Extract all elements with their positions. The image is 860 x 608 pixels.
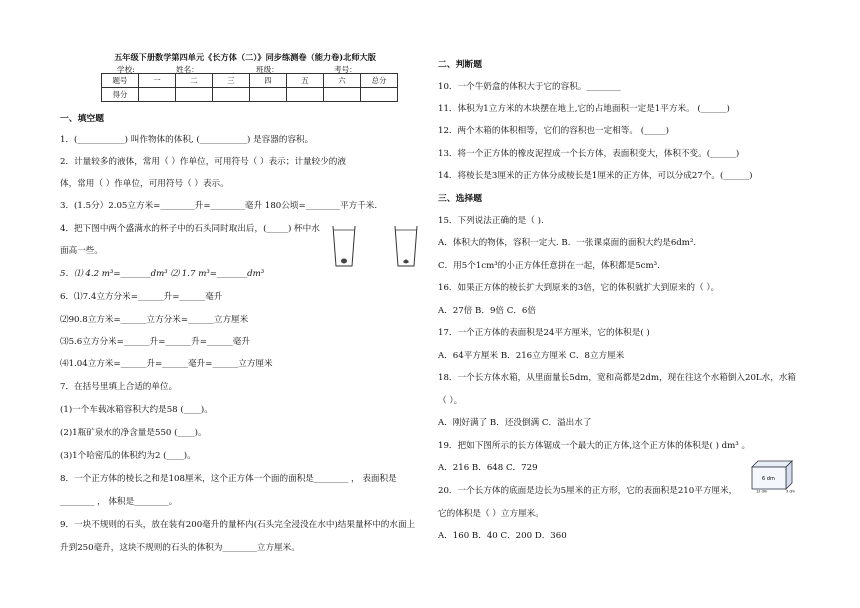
- question-line: 5．⑴ 4.2 m³=_______dm³ ⑵ 1.7 m³=_______dm³: [60, 269, 265, 279]
- score-input-cell[interactable]: [287, 88, 324, 102]
- score-cell: 得分: [102, 88, 139, 102]
- score-cell: 四: [250, 74, 287, 88]
- score-cell: 三: [213, 74, 250, 88]
- section-heading-true-false: 二、判断题: [438, 60, 482, 70]
- score-cell: 六: [324, 74, 361, 88]
- question-line: 面高一些。: [60, 246, 103, 256]
- diagram-label-length: 12 dm: [756, 489, 768, 494]
- question-line: (2)1瓶矿泉水的净含量是550 (____)。: [60, 428, 207, 438]
- class-label: 班级：: [256, 65, 279, 74]
- score-cell: 总分: [361, 74, 398, 88]
- score-cell: 五: [287, 74, 324, 88]
- question-line: ________ ， 体积是________。: [60, 497, 178, 507]
- question-line: 3．(1.5分）2.05立方米=________升=________毫升 180公顷=________平方千米.: [60, 201, 378, 211]
- score-input-cell[interactable]: [361, 88, 398, 102]
- score-input-cell[interactable]: [176, 88, 213, 102]
- question-line: 16．如果正方体的棱长扩大到原来的3倍，它的体积就扩大到原来的（ ）。: [438, 283, 720, 293]
- question-line: A．64平方厘米 B．216立方厘米 C．8立方厘米: [438, 351, 625, 361]
- question-line: 9．一块不规则的石头，放在装有200毫升的量杯内(石头完全浸没在水中)结果量杯中的水面上: [60, 520, 416, 530]
- question-line: 17．一个正方体的表面积是24平方厘米，它的体积是( ): [438, 328, 650, 338]
- diagram-label-height: 6 dm: [762, 476, 775, 482]
- question-line: A．刚好满了 B．还没倒满 C．溢出水了: [438, 418, 592, 428]
- question-line: 10．一个牛奶盒的体积大于它的容积。________: [438, 82, 621, 92]
- question-line: 12．两个木箱的体积相等，它们的容积也一定相等。 (_____): [438, 126, 669, 136]
- score-input-cell[interactable]: [324, 88, 361, 102]
- cup-a-icon: [331, 224, 357, 268]
- question-line: (1)一个车载冰箱容积大约是58 (____)。: [60, 405, 213, 415]
- name-label: 姓名：: [176, 65, 199, 74]
- question-line: 它的体积是（ ）立方厘米。: [438, 509, 544, 519]
- score-table: [101, 73, 398, 102]
- score-table-score-row: [102, 88, 398, 102]
- question-line: A．体积大的物体，容积一定大. B．一张课桌面的面积大约是6dm².: [438, 238, 697, 248]
- question-line: A．27倍 B．9倍 C．6倍: [438, 306, 536, 316]
- question-line: 11．体积为1立方米的木块摆在地上,它的占地面积一定是1平方米。 (______): [438, 104, 730, 114]
- question-line: 15．下列说法正确的是（ ).: [438, 216, 544, 226]
- question-line: 1．(___________) 叫作物体的体积, (___________) 是容器的容积。: [60, 135, 314, 145]
- score-cell: 二: [176, 74, 213, 88]
- score-input-cell[interactable]: [139, 88, 176, 102]
- question-line: 6．⑴7.4立方分米=______升=______毫升: [60, 292, 223, 302]
- question-line: ⑶5.6立方分米=______升=______升=______毫升: [60, 337, 250, 347]
- score-table-header-row: [102, 74, 398, 88]
- score-input-cell[interactable]: [250, 88, 287, 102]
- question-line: 升到250毫升，这块不规则的石头的体积为________立方厘米。: [60, 543, 300, 553]
- question-line: (3)1个哈密瓜的体积约为2 (____)。: [60, 451, 196, 461]
- box-diagram: [748, 459, 794, 493]
- question-line: C．用5个1cm³的小正方体任意拼在一起，体积都是5cm³.: [438, 261, 660, 271]
- question-line: 14．将棱长是3厘米的正方体分成棱长是1厘米的正方体，可以分成27个。(______): [438, 171, 753, 181]
- cup-b-icon: [393, 224, 419, 268]
- page-title: 五年级下册数学第四单元《长方体（二）》同步练测卷（能力卷)北师大版: [114, 52, 376, 62]
- question-line: 8．一个正方体的棱长之和是108厘米，这个正方体一个面的面积是________ ， 表面积是: [60, 474, 397, 484]
- section-heading-multiple-choice: 三、选择题: [438, 194, 482, 204]
- exam-no-label: 考号：: [334, 65, 357, 74]
- question-line: 7．在括号里填上合适的单位。: [60, 382, 178, 392]
- score-cell: 题号: [102, 74, 139, 88]
- question-line: A．160 B．40 C．200 D．360: [438, 531, 567, 541]
- question-line: A．216 B．648 C．729: [438, 463, 538, 473]
- question-line: ⑵90.8立方米=______立方分米=______立方厘米: [60, 315, 249, 325]
- question-line: 18．一个长方体水箱，从里面量长5dm，宽和高都是2dm，现在往这个水箱倒入20L水，水箱: [438, 373, 797, 383]
- question-line: 13．将一个正方体的橡皮泥捏成一个长方体，表面积变大，体积不变。(______): [438, 149, 740, 159]
- question-line: 2．计量较多的液体，常用（ ）作单位，可用符号（ ）表示；计量较少的液: [60, 157, 346, 167]
- school-label: 学校:: [117, 65, 135, 74]
- question-line: 体，常用（ ）作单位，可用符号（ ）表示。: [60, 179, 229, 189]
- score-input-cell[interactable]: [213, 88, 250, 102]
- question-line: 4．把下图中两个盛满水的杯子中的石头同时取出后，(_____) 杯中水: [60, 224, 320, 234]
- diagram-label-width: 3 dm: [786, 489, 795, 494]
- score-cell: 一: [139, 74, 176, 88]
- question-line: 19．把如下图所示的长方体锯成一个最大的正方体,这个正方体的体积是( ) dm³ 。: [438, 441, 751, 451]
- question-line: ⑷1.04立方米=______升=______毫升=______立方厘米: [60, 359, 273, 369]
- question-line: （ ）。: [438, 396, 463, 406]
- question-line: 20．一个长方体的底面是边长为5厘米的正方形，它的表面积是210平方厘米，: [438, 486, 738, 496]
- section-heading-fill-blank: 一、填空题: [60, 114, 104, 124]
